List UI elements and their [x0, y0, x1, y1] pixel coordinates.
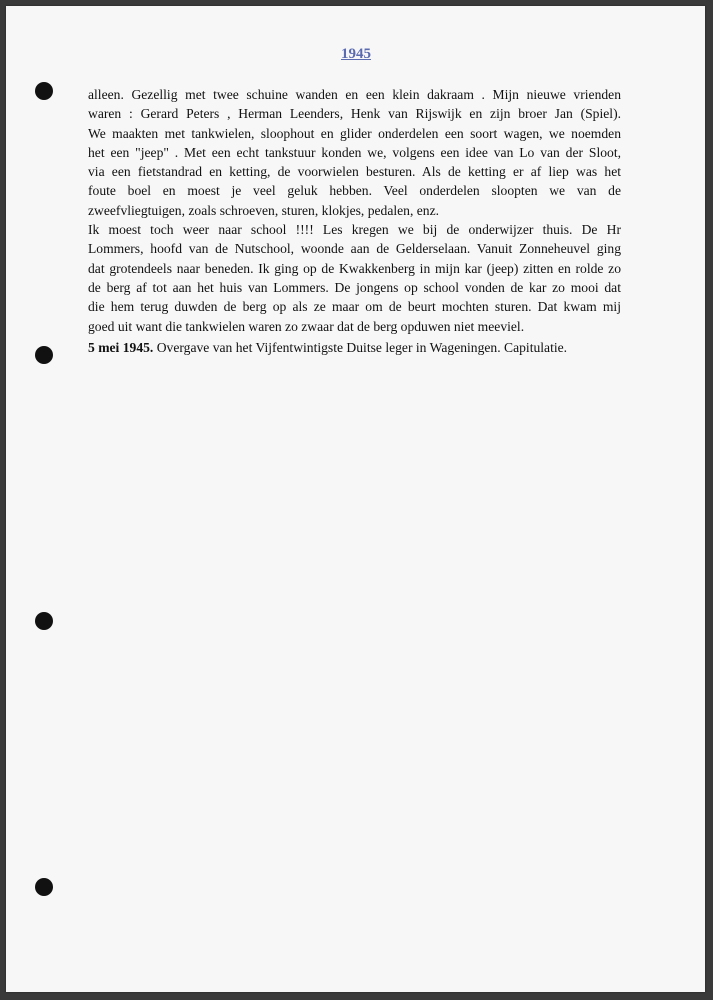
paragraph-line: Lommers, hoofd van de Nutschool, woonde aan de Gelderselaan. Vanuit Zonneheuvel ging: [88, 241, 621, 257]
page-year-heading: 1945: [341, 46, 371, 62]
paragraph-line: goed uit want die tankwielen waren zo zwaar dat de berg opduwen niet meeviel.: [88, 318, 525, 334]
punch-hole: [35, 878, 53, 896]
paragraph-line: die hem terug duwden de berg op als ze maar om de beurt mochten sturen. Dat kwam mij: [88, 299, 621, 315]
paragraph-line: Ik moest toch weer naar school !!!! Les kregen we bij de onderwijzer thuis. De Hr: [88, 222, 621, 238]
paragraph-line: waren : Gerard Peters , Herman Leenders, Henk van Rijswijk en zijn broer Jan (Spiel).: [88, 106, 621, 122]
punch-hole: [35, 82, 53, 100]
paragraph-line: We maakten met tankwielen, sloophout en glider onderdelen een soort wagen, we noemden: [88, 125, 621, 141]
paragraph-line: zweefvliegtuigen, zoals schroeven, sturen, klokjes, pedalen, enz.: [88, 202, 440, 218]
capitulation-entry: [88, 338, 621, 357]
paragraph-line: de berg af tot aan het huis van Lommers. De jongens op school vonden de kar zo mooi dat: [88, 279, 621, 295]
punch-hole: [35, 346, 53, 364]
paragraph-line: dat grotendeels naar beneden. Ik ging op de Kwakkenberg in mijn kar (jeep) zitten en rolde zo: [88, 260, 621, 276]
capitulation-text: Overgave van het Vijfentwintigste Duitse leger in Wageningen. Capitulatie.: [156, 340, 568, 355]
punch-hole: [35, 612, 53, 630]
paragraph-line: foute boel en moest je veel geluk hebben. Veel onderdelen sloopten we van de: [88, 183, 621, 199]
memoir-paragraph: [88, 85, 621, 336]
document-page: [6, 6, 705, 992]
paragraph-line: het een "jeep" . Met een echt tankstuur konden we, volgens een idee van Lo van der Sloot,: [88, 144, 621, 160]
paragraph-line: via een fietstandrad en ketting, de voorwielen besturen. Als de ketting er af liep was het: [88, 164, 621, 180]
paragraph-line: alleen. Gezellig met twee schuine wanden en een klein dakraam . Mijn nieuwe vrienden: [88, 87, 621, 102]
capitulation-date: 5 mei 1945.: [88, 340, 154, 355]
